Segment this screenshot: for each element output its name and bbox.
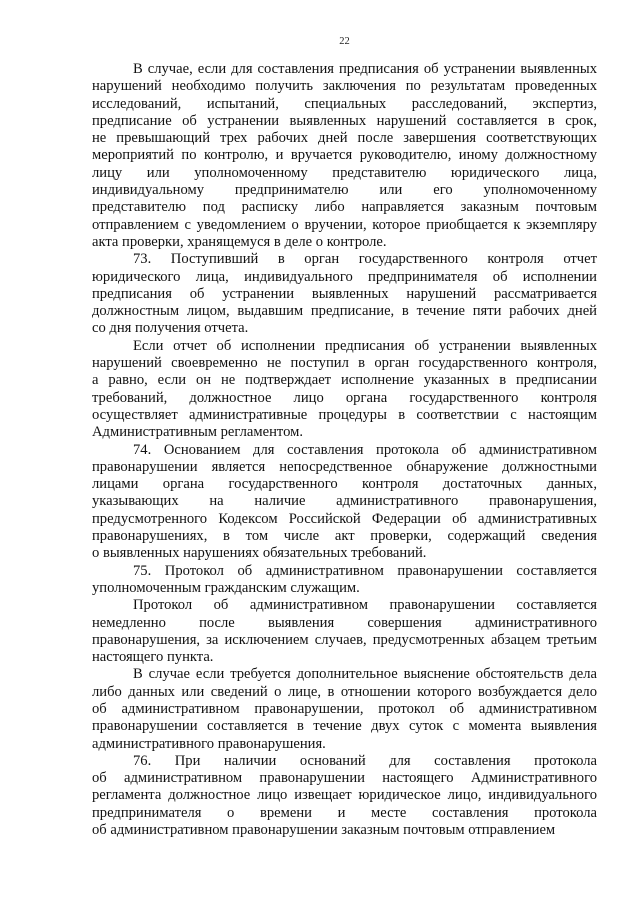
- text-line: 75. Протокол об административном правонарушении составляется: [133, 562, 597, 579]
- text-line: не превышающий трех рабочих дней после завершения соответствующих: [92, 130, 597, 147]
- paragraph: [92, 442, 597, 563]
- text-line: предпринимателя о времени и месте составления протокола: [92, 804, 597, 821]
- text-line: регламента должностное лицо извещает юридическое лицо, индивидуального: [92, 787, 597, 804]
- paragraph: [92, 563, 597, 598]
- paragraph: [92, 597, 597, 666]
- text-line: настоящего пункта.: [92, 649, 214, 666]
- text-line: предусмотренного Кодексом Российской Федерации об административных: [92, 510, 597, 527]
- text-line: административного правонарушения.: [92, 735, 326, 752]
- text-line: со дня получения отчета.: [92, 320, 249, 337]
- page-number: 22: [339, 36, 350, 47]
- text-line: 74. Основанием для составления протокола об административном: [133, 441, 597, 458]
- text-line: правонарушения, за исключением случаев, предусмотренных абзацем третьим: [92, 631, 597, 648]
- text-line: Если отчет об исполнении предписания об устранении выявленных: [133, 337, 597, 354]
- text-line: нарушений необходимо получить заключения по результатам проведенных: [92, 78, 597, 95]
- text-line: В случае, если для составления предписания об устранении выявленных: [133, 61, 597, 77]
- text-line: лицами органа государственного контроля достаточных данных,: [92, 476, 597, 493]
- text-line: исследований, испытаний, специальных расследований, экспертиз,: [92, 95, 597, 112]
- text-line: осуществляет административные процедуры в соответствии с настоящим: [92, 406, 597, 423]
- text-line: правонарушениях, в том числе акт проверки, содержащий сведения: [92, 528, 597, 545]
- text-line: лицу или уполномоченному представителю юридического лица,: [92, 164, 597, 181]
- text-line: акта проверки, хранящемуся в деле о контроле.: [92, 233, 387, 250]
- text-line: об административном правонарушении заказным почтовым отправлением: [92, 822, 556, 839]
- text-line: правонарушении составляется в течение двух суток с момента выявления: [92, 718, 597, 735]
- paragraph: [92, 61, 597, 251]
- text-line: указывающих на наличие административного правонарушения,: [92, 493, 597, 510]
- text-line: об административном правонарушении настоящего Административного: [92, 770, 597, 787]
- paragraph: [92, 338, 597, 442]
- text-line: либо данных или сведений о лице, в отношении которого возбуждается дело: [92, 683, 597, 700]
- text-line: об административном правонарушении, протокол об административном: [92, 700, 597, 717]
- text-line: немедленно после выявления совершения административного: [92, 614, 597, 631]
- text-line: В случае если требуется дополнительное выяснение обстоятельств дела: [133, 666, 597, 683]
- text-line: представителю под расписку либо направляется заказным почтовым: [92, 199, 597, 216]
- text-line: а равно, если он не подтверждает исполнение указанных в предписании: [92, 372, 597, 389]
- text-line: 76. При наличии оснований для составления протокола: [133, 752, 597, 769]
- text-line: предписание об устранении выявленных нарушений составляется в срок,: [92, 112, 597, 129]
- text-line: уполномоченным гражданским служащим.: [92, 579, 360, 596]
- text-line: требований, должностное лицо органа государственного контроля: [92, 389, 597, 406]
- text-line: Административным регламентом.: [92, 424, 304, 441]
- text-line: 73. Поступивший в орган государственного контроля отчет: [133, 251, 597, 268]
- text-line: отправлением с уведомлением о вручении, которое приобщается к экземпляру: [92, 216, 597, 233]
- text-line: индивидуальному предпринимателю или его уполномоченному: [92, 182, 597, 199]
- text-line: мероприятий по контролю, и вручается руководителю, иному должностному: [92, 147, 597, 164]
- text-line: о выявленных нарушениях обязательных требований.: [92, 545, 427, 562]
- document-body: [92, 61, 597, 839]
- text-line: нарушений своевременно не поступил в орган государственного контроля,: [92, 355, 597, 372]
- text-line: юридического лица, индивидуального предпринимателя об исполнении: [92, 268, 597, 285]
- paragraph: [92, 753, 597, 839]
- text-line: должностным лицом, выдавшим предписание, в течение пяти рабочих дней: [92, 303, 597, 320]
- text-line: Протокол об административном правонарушении составляется: [133, 597, 597, 614]
- paragraph: [92, 251, 597, 337]
- paragraph: [92, 666, 597, 752]
- text-line: правонарушении является непосредственное обнаружение должностными: [92, 458, 597, 475]
- text-line: предписания об устранении выявленных нарушений рассматривается: [92, 285, 597, 302]
